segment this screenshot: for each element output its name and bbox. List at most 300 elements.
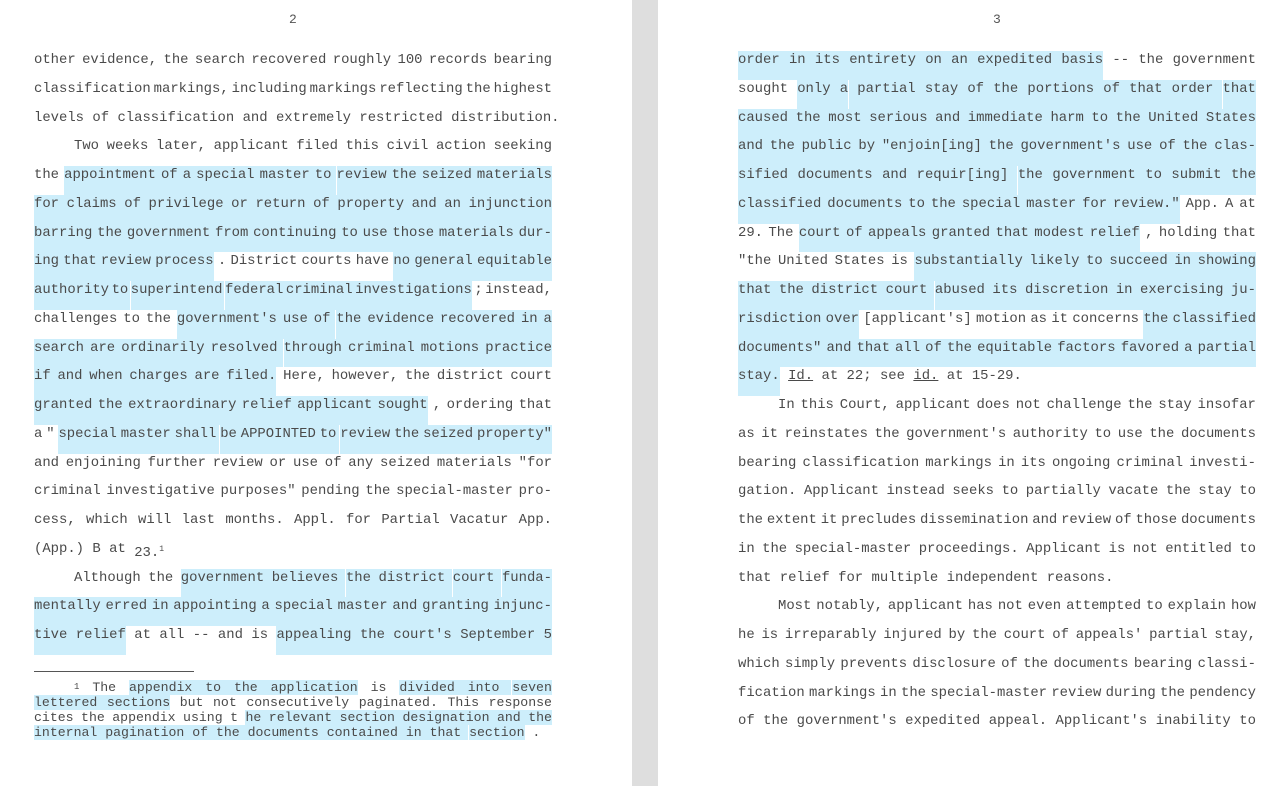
text-word: reinstates: [784, 425, 868, 442]
text-word: partially: [1025, 483, 1101, 500]
text-word: district: [436, 368, 504, 385]
highlighted-text: property": [477, 425, 552, 454]
body-line: [738, 396, 1256, 425]
text-word: investi-: [1189, 454, 1256, 471]
footnote-line: [34, 680, 552, 695]
body-line: [34, 454, 552, 483]
highlighted-text: injunction: [469, 195, 552, 224]
highlighted-text: substantially: [914, 252, 1022, 281]
text-word: purposes": [220, 483, 296, 500]
footnote-reference[interactable]: 1: [159, 544, 165, 554]
highlighted-text: stay: [925, 80, 958, 109]
text-word: B: [92, 540, 101, 557]
highlighted-text: that: [1223, 80, 1256, 109]
highlighted-text: classified: [738, 195, 821, 224]
text-word: the: [163, 52, 189, 68]
body-line: [34, 252, 552, 281]
text-word: disclosure: [912, 655, 996, 672]
text-word: does: [976, 397, 1010, 413]
text-word: distribution.: [451, 109, 560, 126]
text-word: review: [212, 454, 263, 471]
text-word: of: [1001, 655, 1018, 672]
highlighted-text: a: [544, 310, 552, 339]
text-word: government's: [796, 713, 897, 730]
highlighted-text: seven: [512, 680, 552, 695]
text-word: the: [81, 710, 105, 725]
text-word: expedited: [905, 713, 981, 730]
highlighted-text: government: [181, 569, 264, 598]
text-word: multiple: [871, 569, 939, 586]
text-word: irreparably: [784, 627, 877, 643]
highlighted-text: the: [796, 109, 821, 138]
text-word: The: [92, 680, 117, 695]
text-word: or: [269, 454, 287, 471]
body-line: [738, 137, 1256, 166]
highlighted-text: of: [124, 195, 141, 224]
text-word: government's: [906, 425, 1007, 442]
highlighted-text: if: [34, 367, 51, 396]
text-word: precludes: [841, 512, 917, 528]
text-word: markings: [309, 80, 377, 97]
highlighted-text: in: [1174, 252, 1191, 281]
highlighted-text: mentally: [34, 597, 101, 626]
highlighted-text: relief: [1090, 224, 1140, 253]
highlighted-text: the: [770, 137, 795, 166]
highlighted-text: are: [195, 367, 220, 396]
body-line: [738, 540, 1256, 569]
highlighted-text: of: [1159, 137, 1176, 166]
text-word: the: [405, 368, 431, 385]
text-word: documents: [1053, 655, 1129, 672]
highlighted-text: sections: [106, 695, 171, 710]
text-word: last: [181, 512, 215, 528]
text-word: Appl.: [293, 512, 336, 528]
highlighted-text: and: [412, 195, 437, 224]
highlighted-text: in: [521, 310, 538, 339]
text-word: attempted: [1066, 598, 1142, 615]
footnote-line: [34, 725, 552, 740]
body-line: [34, 367, 552, 396]
text-word: markings: [925, 454, 992, 471]
highlighted-text: the: [993, 80, 1018, 109]
text-word: in: [738, 540, 755, 557]
body-line: [34, 137, 552, 166]
body-line: [738, 684, 1256, 713]
highlighted-text: believes: [272, 569, 339, 598]
text-word: appeals': [1075, 627, 1143, 643]
highlighted-text: of: [192, 725, 209, 740]
highlighted-text: special: [962, 195, 1020, 224]
text-word: pendency: [1189, 684, 1256, 701]
text-word: recovered: [251, 52, 327, 68]
text-word: to: [123, 310, 140, 327]
highlighted-text: requir[ing]: [917, 166, 1009, 195]
text-word: later,: [155, 138, 206, 155]
text-word: not: [997, 598, 1023, 615]
text-word: holding: [1158, 224, 1218, 241]
text-word: evidence,: [82, 52, 158, 68]
text-word: Most: [778, 598, 812, 615]
text-word: 15-29.: [971, 368, 1022, 385]
text-word: that: [1222, 224, 1256, 241]
highlighted-text: most: [828, 109, 861, 138]
text-word: how: [1230, 598, 1256, 615]
highlighted-text: lettered: [34, 695, 98, 710]
body-line: [738, 597, 1256, 626]
text-word: markings: [809, 684, 876, 701]
text-word: appeal.: [988, 713, 1048, 730]
highlighted-text: States: [1206, 109, 1256, 138]
highlighted-text: resolved: [211, 339, 278, 368]
body-line: [34, 540, 552, 569]
text-word: and: [242, 109, 268, 126]
highlighted-text: property: [337, 195, 404, 224]
text-word: filed: [296, 138, 338, 155]
body-line: [34, 339, 552, 368]
highlighted-text: to: [1145, 166, 1162, 195]
text-word: stay: [1158, 397, 1192, 413]
highlighted-text: relevant: [268, 710, 333, 725]
text-word: this: [800, 397, 834, 413]
text-word: in: [880, 684, 897, 701]
text-word: seeking: [493, 138, 552, 155]
highlighted-text: practice: [485, 339, 552, 368]
body-line: [738, 166, 1256, 195]
highlighted-text: APPOINTED: [241, 425, 316, 454]
text-word: which: [738, 655, 780, 672]
highlighted-text: he: [245, 710, 262, 725]
highlighted-text: district: [811, 281, 878, 310]
highlighted-text: the: [233, 680, 258, 695]
highlighted-text: claims: [67, 195, 117, 224]
highlighted-text: court: [799, 224, 841, 253]
highlighted-text: granted: [34, 396, 92, 425]
text-word: the: [145, 310, 171, 327]
text-word: classi-: [1197, 655, 1256, 672]
text-word: search: [194, 52, 245, 68]
body-line: [738, 569, 1256, 598]
text-word: applicant: [213, 138, 289, 155]
text-word: In: [778, 397, 795, 413]
highlighted-text: return: [255, 195, 305, 224]
highlighted-text: and: [392, 597, 417, 626]
text-word: relief: [779, 569, 830, 586]
highlighted-text: succeed: [1109, 252, 1167, 281]
text-word: seeks: [952, 483, 995, 500]
text-word: Two: [74, 138, 100, 155]
highlighted-text: the: [346, 569, 371, 598]
body-line: [738, 655, 1256, 684]
highlighted-text: immediate: [968, 109, 1043, 138]
text-word: and: [217, 627, 243, 643]
text-word: by: [948, 627, 966, 643]
text-word: all: [159, 627, 185, 643]
highlighted-text: of: [846, 224, 863, 253]
text-word: The: [768, 224, 794, 241]
text-word: has: [967, 598, 993, 615]
text-word: classification: [34, 80, 151, 97]
highlighted-text: expedited: [977, 51, 1052, 80]
text-word: insofar: [1197, 397, 1256, 413]
highlighted-text: the: [97, 224, 122, 253]
body-line: [738, 310, 1256, 339]
text-word: the: [900, 684, 926, 701]
highlighted-text: the: [989, 137, 1014, 166]
highlighted-text: filed.: [226, 367, 276, 396]
highlighted-text: in: [1116, 281, 1133, 310]
highlighted-text: that: [429, 725, 462, 740]
highlighted-text: abused: [935, 281, 985, 310]
highlighted-text: district: [379, 569, 446, 598]
text-word: of: [738, 713, 755, 730]
highlighted-text: to: [205, 680, 222, 695]
text-word: at: [134, 627, 151, 643]
text-word: entitled: [1165, 540, 1232, 557]
highlighted-text: charges: [129, 367, 187, 396]
body-line: [738, 80, 1256, 109]
text-word: response: [488, 695, 552, 710]
text-word: a: [34, 425, 43, 442]
text-word: during: [1105, 684, 1156, 701]
highlighted-text: "enjoin[ing]: [882, 137, 982, 166]
highlighted-text: to: [1086, 252, 1103, 281]
highlighted-text: portions: [1027, 80, 1094, 109]
highlighted-text: funda-: [502, 569, 552, 598]
highlighted-text: for: [1082, 195, 1107, 224]
highlighted-text: the: [947, 339, 972, 368]
text-word: District: [230, 253, 298, 270]
text-word: use: [1117, 425, 1143, 442]
text-word: not: [213, 695, 237, 710]
text-word: ;: [474, 282, 483, 298]
body-line: [34, 109, 560, 138]
text-word: special-master: [794, 540, 912, 557]
highlighted-text: only: [797, 80, 830, 109]
highlighted-text: investigations: [355, 281, 472, 310]
highlighted-text: exercising: [1140, 281, 1223, 310]
body-line: [738, 425, 1256, 454]
text-word: even: [1027, 598, 1062, 615]
body-line: [34, 597, 552, 626]
text-word: .: [217, 253, 227, 270]
text-word: but: [179, 695, 204, 710]
highlighted-text: master: [1026, 195, 1076, 224]
body-line: [738, 712, 1256, 741]
highlighted-text: dur-: [519, 224, 552, 253]
highlighted-text: section: [339, 710, 395, 725]
text-word: however,: [331, 368, 399, 385]
text-word: documents: [1180, 425, 1256, 442]
highlighted-text: recovered: [440, 310, 515, 339]
highlighted-text: to: [315, 166, 332, 195]
highlighted-text: likely: [1029, 252, 1079, 281]
highlighted-text: materials: [477, 166, 552, 195]
highlighted-text: special: [58, 425, 116, 454]
text-word: of: [92, 109, 110, 126]
text-word: the: [1149, 425, 1175, 442]
text-word: appendix: [112, 710, 176, 725]
page-body: [738, 51, 1256, 741]
text-word: which: [86, 512, 128, 528]
highlighted-text: documents: [798, 166, 873, 195]
text-word: id.: [913, 368, 939, 385]
highlighted-text: an: [951, 51, 968, 80]
text-word: materials: [436, 454, 512, 471]
text-word: A: [1224, 195, 1234, 212]
highlighted-text: those: [392, 224, 434, 253]
text-word: cess,: [34, 512, 76, 528]
text-word: it: [761, 425, 778, 442]
highlighted-text: that: [738, 281, 771, 310]
highlighted-text: motions: [421, 339, 479, 368]
text-word: 29.: [738, 224, 764, 241]
text-word: is: [891, 253, 908, 270]
text-word: consecutively: [246, 695, 350, 710]
text-word: to: [1001, 483, 1019, 500]
text-word: vacate: [1108, 483, 1159, 500]
highlighted-text: the: [528, 710, 552, 725]
highlighted-text: a: [183, 166, 191, 195]
text-word: markings,: [153, 80, 229, 97]
text-word: ": [46, 425, 55, 442]
text-word: this: [345, 138, 379, 155]
footnote-line: [34, 695, 552, 710]
text-word: levels: [34, 109, 85, 126]
text-word: motion: [976, 310, 1027, 327]
highlighted-text: process: [155, 252, 213, 281]
page-gutter: [632, 0, 658, 786]
text-word: proceedings.: [918, 540, 1019, 557]
text-word: United: [777, 253, 828, 270]
text-word: the: [465, 80, 491, 97]
page-body: [34, 51, 560, 655]
highlighted-text: authority: [34, 281, 109, 310]
highlighted-text: to: [341, 224, 358, 253]
highlighted-text: and: [496, 710, 521, 725]
highlighted-text: review: [337, 166, 387, 195]
highlighted-text: seized: [422, 166, 472, 195]
highlighted-text: documents: [827, 195, 902, 224]
text-word: Id.: [788, 368, 814, 385]
text-word: months.: [225, 512, 284, 528]
highlighted-text: the: [1143, 310, 1168, 339]
highlighted-text: review.": [1113, 195, 1180, 224]
text-word: for: [345, 512, 371, 528]
text-word: independent: [946, 569, 1039, 586]
text-word: (App.): [34, 540, 85, 557]
footnote-line: [34, 710, 552, 725]
highlighted-text: use: [363, 224, 388, 253]
highlighted-text: master: [121, 425, 171, 454]
highlighted-text: to: [1091, 109, 1108, 138]
text-word: in: [998, 454, 1015, 471]
highlighted-text: section: [469, 725, 525, 740]
text-word: ongoing: [1051, 454, 1111, 471]
text-word: will: [138, 512, 172, 528]
highlighted-text: that: [996, 224, 1029, 253]
highlighted-text: are: [90, 339, 115, 368]
highlighted-text: continuing: [253, 224, 336, 253]
highlighted-text: and: [57, 367, 82, 396]
text-word: restricted: [359, 109, 443, 126]
highlighted-text: special: [275, 597, 333, 626]
page-number: 3: [993, 12, 1001, 27]
text-word: --: [1112, 52, 1130, 68]
text-word: the: [365, 483, 391, 500]
body-line: [738, 482, 1256, 511]
text-word: court: [1003, 627, 1046, 643]
text-word: dissemination: [920, 512, 1029, 528]
text-word: as: [1030, 310, 1048, 327]
highlighted-text: a: [1184, 339, 1192, 368]
body-line: [34, 569, 552, 598]
highlighted-text: master: [260, 166, 310, 195]
text-word: pro-: [518, 483, 552, 500]
text-word: ,: [1145, 224, 1154, 241]
highlighted-text: through: [284, 339, 342, 368]
text-word: ,: [432, 397, 442, 413]
highlighted-text: review: [101, 252, 151, 281]
body-line: [738, 109, 1256, 138]
highlighted-text: to: [112, 281, 129, 310]
body-line: [738, 367, 1256, 396]
highlighted-text: ordinarily: [121, 339, 204, 368]
highlighted-text: equitable: [977, 339, 1052, 368]
text-word: Vacatur: [449, 512, 509, 528]
text-word: the: [1127, 397, 1153, 413]
text-word: not: [1132, 540, 1158, 557]
text-word: that: [738, 569, 772, 586]
highlighted-text: government's: [177, 310, 277, 339]
text-word: criminal: [1116, 454, 1184, 471]
text-word: for: [838, 569, 864, 586]
highlighted-text: basis: [1061, 51, 1103, 80]
text-word: weeks: [106, 138, 149, 155]
text-word: is: [1108, 540, 1126, 557]
highlighted-text: federal: [225, 281, 283, 310]
highlighted-text: search: [34, 339, 84, 368]
highlighted-text: 5: [544, 626, 552, 655]
text-word: paginated.: [358, 695, 438, 710]
text-word: classification: [117, 109, 235, 126]
body-line: [34, 166, 552, 195]
text-word: any: [348, 454, 374, 471]
text-word: stay,: [1214, 627, 1256, 643]
highlighted-text: and: [826, 339, 851, 368]
highlighted-text: government: [1052, 166, 1135, 195]
text-word: and: [34, 454, 60, 471]
highlighted-text: tive: [34, 626, 67, 655]
highlighted-text: for: [34, 195, 59, 224]
highlighted-text: caused: [738, 109, 788, 138]
highlighted-text: of: [314, 310, 331, 339]
text-word: notably,: [816, 598, 883, 615]
text-word: review: [1061, 512, 1112, 528]
text-word: further: [147, 454, 206, 471]
highlighted-text: appointment: [64, 166, 156, 195]
highlighted-text: appealing: [276, 626, 351, 655]
highlighted-text: the: [336, 310, 361, 339]
text-word: cites: [34, 710, 74, 725]
text-word: 100: [397, 52, 423, 68]
highlighted-text: to: [320, 425, 337, 454]
text-word: reasons.: [1046, 569, 1114, 586]
text-word: at: [109, 540, 126, 557]
text-word: Court,: [839, 397, 890, 413]
text-word: to: [1146, 598, 1163, 615]
highlighted-text: of: [313, 195, 330, 224]
highlighted-text: the: [98, 396, 123, 425]
